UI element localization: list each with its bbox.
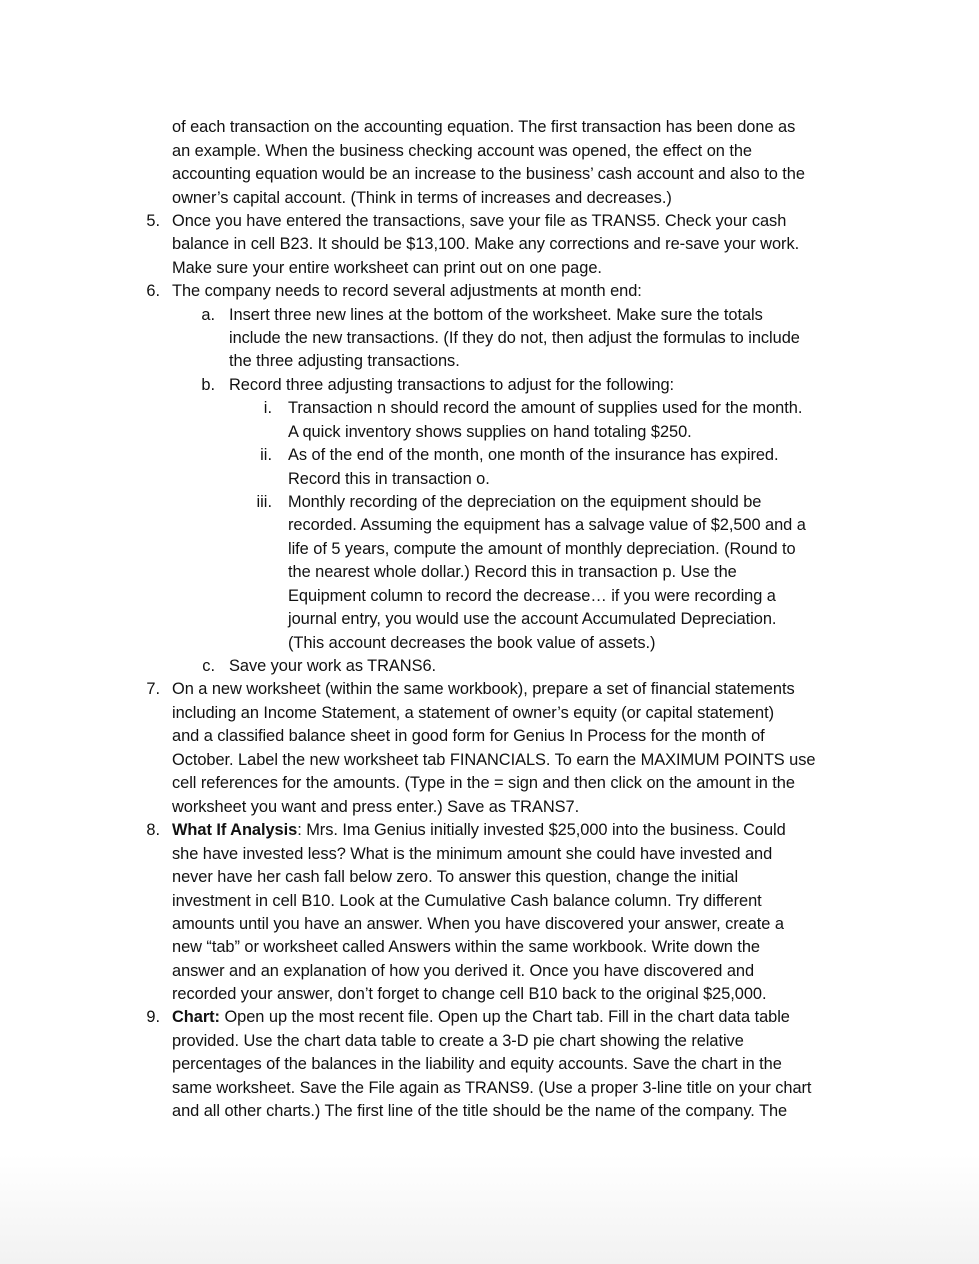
item-6b-iii-marker: iii. <box>256 493 272 511</box>
intro-line-1: of each transaction on the accounting equation. The first transaction has been done as <box>172 118 796 136</box>
item-6b-i-line-2: A quick inventory shows supplies on hand totaling $250. <box>288 423 692 441</box>
intro-line-2: an example. When the business checking account was opened, the effect on the <box>172 142 752 160</box>
item-6b-iii-line-1: Monthly recording of the depreciation on the equipment should be <box>288 493 762 511</box>
item-6a-line-1: Insert three new lines at the bottom of the worksheet. Make sure the totals <box>229 306 763 324</box>
item-6b-i-line-1: Transaction n should record the amount of supplies used for the month. <box>288 399 803 417</box>
item-6b-ii-line-1: As of the end of the month, one month of the insurance has expired. <box>288 446 779 464</box>
item-7-line-3: and a classified balance sheet in good form for Genius In Process for the month of <box>172 727 765 745</box>
item-9-line-4: same worksheet. Save the File again as TRANS9. (Use a proper 3-line title on your chart <box>172 1079 812 1097</box>
item-7-line-6: worksheet you want and press enter.) Save as TRANS7. <box>172 798 580 816</box>
item-5-line-2: balance in cell B23. It should be $13,100. Make any corrections and re-save your work. <box>172 235 800 253</box>
item-6b-marker: b. <box>201 376 215 394</box>
item-6-number: 6. <box>146 282 160 300</box>
item-7-number: 7. <box>146 680 160 698</box>
item-6b-line-1: Record three adjusting transactions to adjust for the following: <box>229 376 675 394</box>
item-6a-line-2: include the new transactions. (If they do not, then adjust the formulas to include <box>229 329 800 347</box>
item-6b-i-marker: i. <box>263 399 272 417</box>
item-6b-ii-marker: ii. <box>260 446 272 464</box>
item-6b-iii-line-4: the nearest whole dollar.) Record this in transaction p. Use the <box>288 563 737 581</box>
item-6b-iii-line-5: Equipment column to record the decrease… if you were recording a <box>288 587 776 605</box>
item-9-line-3: percentages of the balances in the liability and equity accounts. Save the chart in the <box>172 1055 782 1073</box>
item-7-line-2: including an Income Statement, a statement of owner’s equity (or capital statement) <box>172 704 775 722</box>
item-9-first-rest: Open up the most recent file. Open up the Chart tab. Fill in the chart data table <box>219 1008 790 1026</box>
item-6b-iii-line-6: journal entry, you would use the account Accumulated Depreciation. <box>288 610 777 628</box>
item-8-first-rest: : Mrs. Ima Genius initially invested $25,000 into the business. Could <box>297 821 786 839</box>
item-7-line-4: October. Label the new worksheet tab FINANCIALS. To earn the MAXIMUM POINTS use <box>172 751 816 769</box>
item-8-line-6: new “tab” or worksheet called Answers within the same workbook. Write down the <box>172 938 760 956</box>
item-5-number: 5. <box>146 212 160 230</box>
bottom-shadow <box>0 1154 979 1264</box>
item-8-line-8: recorded your answer, don’t forget to change cell B10 back to the original $25,000. <box>172 985 767 1003</box>
item-6a-marker: a. <box>201 306 215 324</box>
item-6c-line-1: Save your work as TRANS6. <box>229 657 437 675</box>
item-8-line-5: amounts until you have an answer. When you have discovered your answer, create a <box>172 915 784 933</box>
item-9-heading: Chart: <box>172 1008 220 1026</box>
item-6c-marker: c. <box>202 657 215 675</box>
item-6-line-1: The company needs to record several adjustments at month end: <box>172 282 642 300</box>
item-6b-ii-line-2: Record this in transaction o. <box>288 470 490 488</box>
item-8-line-1 <box>172 820 786 840</box>
item-8-heading: What If Analysis <box>172 821 298 839</box>
item-5-line-1: Once you have entered the transactions, save your file as TRANS5. Check your cash <box>172 212 787 230</box>
item-9-number: 9. <box>146 1008 160 1026</box>
item-8-line-2: she have invested less? What is the minimum amount she could have invested and <box>172 845 773 863</box>
item-9-line-5: and all other charts.) The first line of the title should be the name of the company. The <box>172 1102 788 1120</box>
item-6b-iii-line-3: life of 5 years, compute the amount of monthly depreciation. (Round to <box>288 540 796 558</box>
item-8-line-7: answer and an explanation of how you derived it. Once you have discovered and <box>172 962 755 980</box>
item-6b-iii-line-7: (This account decreases the book value of assets.) <box>288 634 656 652</box>
item-6a-line-3: the three adjusting transactions. <box>229 352 460 370</box>
item-7-line-5: cell references for the amounts. (Type in the = sign and then click on the amount in the <box>172 774 795 792</box>
item-6b-iii-line-2: recorded. Assuming the equipment has a salvage value of $2,500 and a <box>288 516 806 534</box>
intro-line-4: owner’s capital account. (Think in terms of increases and decreases.) <box>172 189 672 207</box>
item-8-line-3: never have her cash fall below zero. To answer this question, change the initial <box>172 868 739 886</box>
item-5-line-3: Make sure your entire worksheet can print out on one page. <box>172 259 602 277</box>
item-9-line-2: provided. Use the chart data table to create a 3-D pie chart showing the relative <box>172 1032 744 1050</box>
item-7-line-1: On a new worksheet (within the same workbook), prepare a set of financial statements <box>172 680 795 698</box>
item-9-line-1 <box>172 1007 790 1027</box>
item-8-number: 8. <box>146 821 160 839</box>
item-8-line-4: investment in cell B10. Look at the Cumulative Cash balance column. Try different <box>172 892 762 910</box>
intro-line-3: accounting equation would be an increase to the business’ cash account and also to the <box>172 165 805 183</box>
